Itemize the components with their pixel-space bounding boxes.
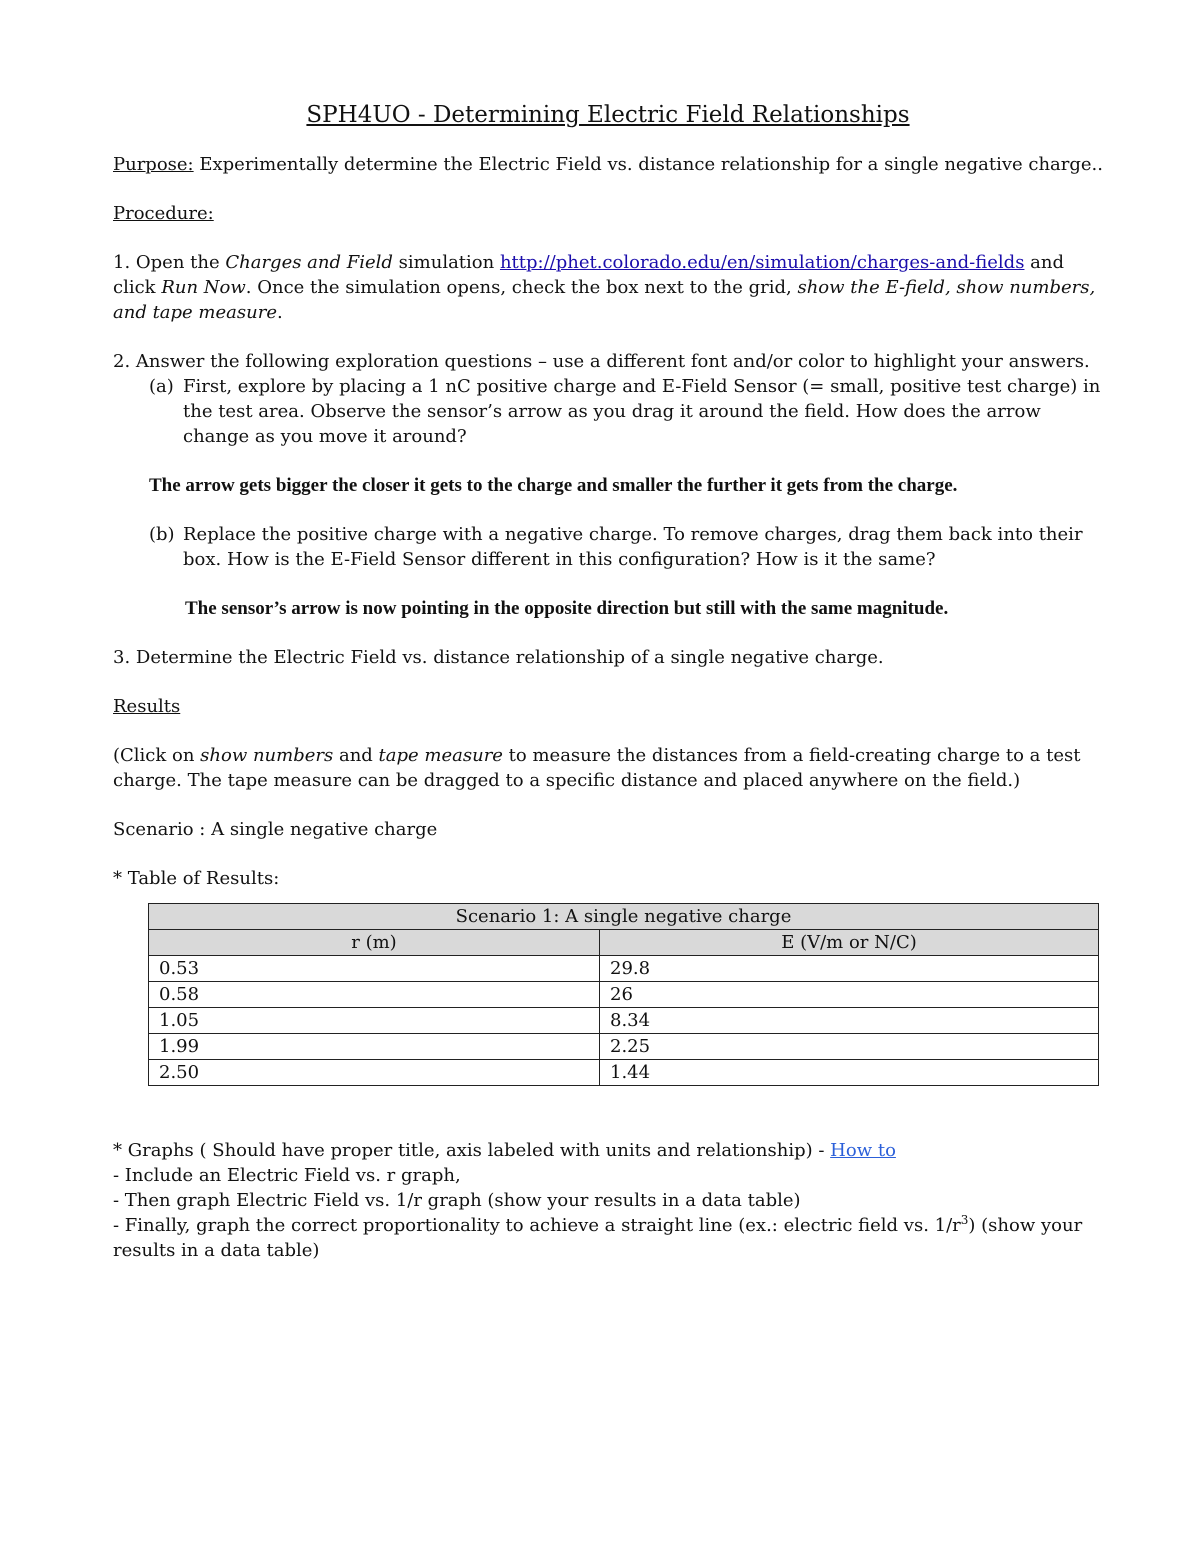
cell-e: 2.25	[600, 1034, 1099, 1060]
scenario-line: Scenario : A single negative charge	[113, 819, 438, 840]
step-1-mid: simulation	[392, 252, 500, 273]
table-row	[149, 1060, 1099, 1086]
cell-e: 8.34	[600, 1008, 1099, 1034]
table-row	[149, 1008, 1099, 1034]
instr-and: and	[333, 745, 379, 766]
graphs-line-3-sup: 3	[960, 1213, 969, 1227]
purpose-paragraph	[113, 152, 1103, 177]
purpose-label: Purpose:	[113, 154, 194, 175]
question-b-label: (b)	[149, 524, 175, 545]
question-a-text: First, explore by placing a 1 nC positive charge and E-Field Sensor (= small, positive test charge) in the test area. Observe the sensor’s arrow as you drag it around the field. How does the arrow change as you move it around?	[183, 376, 1101, 447]
procedure-heading: Procedure:	[113, 203, 214, 224]
cell-e: 29.8	[600, 956, 1099, 982]
answer-a: The arrow gets bigger the closer it gets to the charge and smaller the further it gets from the charge.	[149, 475, 958, 496]
results-instructions	[113, 743, 1103, 793]
step-1-end: .	[276, 302, 283, 323]
page-title: SPH4UO - Determining Electric Field Relationships	[306, 102, 910, 128]
step-2: 2. Answer the following exploration questions – use a different font and/or color to highlight your answers.	[113, 351, 1090, 372]
instr-show-numbers: show numbers	[200, 745, 334, 766]
table-row	[149, 982, 1099, 1008]
step-1-mid2: . Once the simulation opens, check the box next to the grid,	[245, 277, 798, 298]
run-now: Run Now	[161, 277, 246, 298]
sim-options: show the E-field, show numbers, and tape measure	[113, 277, 1096, 323]
graphs-line-3-a: - Finally, graph the correct proportionality to achieve a straight line (ex.: electric field vs. 1/r	[113, 1215, 961, 1236]
step-1-prefix: 1. Open the	[113, 252, 226, 273]
graphs-line-3	[113, 1213, 1103, 1263]
answer-b: The sensor’s arrow is now pointing in the opposite direction but still with the same magnitude.	[185, 598, 949, 619]
table-caption: Scenario 1: A single negative charge	[149, 904, 1099, 930]
graphs-line-1: - Include an Electric Field vs. r graph,	[113, 1165, 461, 1186]
question-b-text: Replace the positive charge with a negative charge. To remove charges, drag them back into their box. How is the E-Field Sensor different in this configuration? How is it the same?	[183, 524, 1083, 570]
question-b	[149, 522, 1103, 572]
document-page	[113, 100, 1103, 1263]
instr-tape-measure: tape measure	[378, 745, 503, 766]
column-header-r: r (m)	[149, 930, 600, 956]
question-a	[149, 374, 1103, 449]
step-1-after-link: and click	[113, 252, 1065, 298]
how-to-link[interactable]: How to	[830, 1140, 896, 1161]
column-header-e: E (V/m or N/C)	[600, 930, 1099, 956]
instr-rest: to measure the distances from a field-creating charge to a test charge. The tape measure can be dragged to a specific distance and placed anywhere on the field.)	[113, 745, 1081, 791]
cell-e: 26	[600, 982, 1099, 1008]
cell-r: 1.99	[149, 1034, 600, 1060]
cell-r: 1.05	[149, 1008, 600, 1034]
results-heading: Results	[113, 696, 181, 717]
question-a-label: (a)	[149, 376, 174, 397]
purpose-text: Experimentally determine the Electric Field vs. distance relationship for a single negative charge..	[193, 154, 1103, 175]
graphs-intro-text: * Graphs ( Should have proper title, axis labeled with units and relationship) -	[113, 1140, 831, 1161]
sim-name: Charges and Field	[225, 252, 393, 273]
table-row	[149, 956, 1099, 982]
step-3: 3. Determine the Electric Field vs. distance relationship of a single negative charge.	[113, 647, 884, 668]
instr-open: (Click on	[113, 745, 201, 766]
cell-r: 0.58	[149, 982, 600, 1008]
graphs-intro	[113, 1138, 1103, 1163]
graphs-line-2: - Then graph Electric Field vs. 1/r graph (show your results in a data table)	[113, 1190, 801, 1211]
table-row	[149, 1034, 1099, 1060]
step-1	[113, 250, 1103, 325]
table-label: * Table of Results:	[113, 868, 280, 889]
cell-e: 1.44	[600, 1060, 1099, 1086]
graphs-line-3-b: ) (show your results in a data table)	[113, 1215, 1083, 1261]
results-table	[148, 903, 1099, 1086]
cell-r: 0.53	[149, 956, 600, 982]
cell-r: 2.50	[149, 1060, 600, 1086]
phet-link[interactable]: http://phet.colorado.edu/en/simulation/charges-and-fields	[499, 252, 1025, 273]
